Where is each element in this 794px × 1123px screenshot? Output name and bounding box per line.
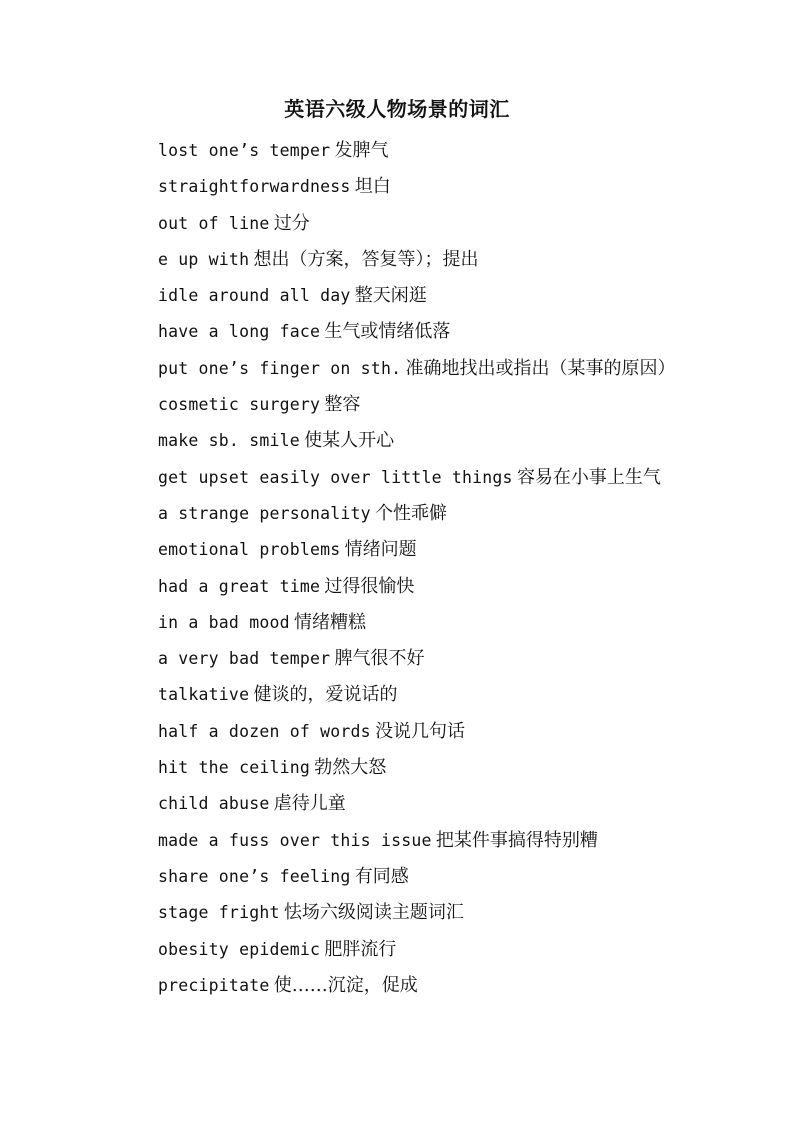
vocab-entry [158,392,758,428]
vocab-entry [158,646,758,682]
vocab-gloss: 过分 [273,212,310,234]
vocab-entry [158,574,758,610]
vocab-term: talkative [158,685,250,705]
vocab-term: have a long face [158,322,321,342]
vocab-entry [158,610,758,646]
vocab-term: cosmetic surgery [158,395,321,415]
vocab-gloss: 使……沉淀，促成 [273,974,418,996]
vocab-entry [158,828,758,864]
vocab-entry [158,428,758,464]
vocab-term: idle around all day [158,286,351,306]
vocab-term: emotional problems [158,540,341,560]
vocab-gloss: 坦白 [354,176,391,198]
vocab-gloss: 使某人开心 [304,430,395,452]
document-title: 英语六级人物场景的词汇 [284,97,510,121]
vocab-gloss: 个性乖僻 [375,502,448,524]
vocab-entry [158,682,758,718]
vocab-term: make sb. smile [158,431,300,451]
vocabulary-list [158,138,758,1009]
vocab-gloss: 健谈的，爱说话的 [253,684,398,706]
vocab-term: e up with [158,249,250,269]
vocab-entry [158,247,758,283]
vocab-gloss: 情绪糟糕 [294,611,366,633]
vocab-gloss: 准确地找出或指出（某事的原因） [405,357,676,379]
vocab-term: obesity epidemic [158,939,321,959]
vocab-entry [158,900,758,936]
vocab-gloss: 情绪问题 [344,539,417,561]
vocab-entry [158,501,758,537]
vocab-gloss: 容易在小事上生气 [516,466,661,488]
vocab-entry [158,755,758,791]
vocab-entry [158,973,758,1009]
vocab-gloss: 怯场六级阅读主题词汇 [283,902,464,924]
vocab-term: straightforwardness [158,177,351,197]
vocab-term: lost one’s temper [158,141,331,160]
vocab-entry [158,465,758,501]
vocab-term: a strange personality [158,503,371,523]
vocab-entry [158,864,758,900]
vocab-gloss: 有同感 [354,865,409,887]
vocab-gloss: 没说几句话 [375,720,466,742]
vocab-gloss: 发脾气 [334,140,389,161]
vocab-term: had a great time [158,576,321,596]
vocab-entry [158,537,758,573]
vocab-term: made a fuss over this issue [158,830,432,850]
vocab-term: a very bad temper [158,649,331,669]
vocab-entry [158,356,758,392]
vocab-entry [158,138,758,174]
vocab-term: out of line [158,213,270,233]
vocab-term: hit the ceiling [158,758,311,778]
vocab-entry [158,319,758,355]
vocab-gloss: 过得很愉快 [324,575,415,597]
vocab-term: precipitate [158,975,270,995]
vocab-term: child abuse [158,794,270,814]
vocab-term: in a bad mood [158,612,290,632]
vocab-entry [158,791,758,827]
vocab-gloss: 整容 [324,394,361,416]
vocab-gloss: 整天闲逛 [354,285,427,307]
vocab-term: stage fright [158,903,280,923]
vocab-gloss: 想出（方案，答复等）；提出 [253,248,479,270]
vocab-gloss: 勃然大怒 [314,757,387,779]
vocab-gloss: 把某件事搞得特别糟 [435,829,598,851]
vocab-gloss: 虐待儿童 [273,793,346,815]
vocab-gloss: 生气或情绪低落 [324,321,451,343]
vocab-entry [158,211,758,247]
vocab-entry [158,719,758,755]
vocab-gloss: 脾气很不好 [334,648,425,670]
vocab-gloss: 肥胖流行 [324,938,397,960]
vocab-entry [158,283,758,319]
vocab-term: share one’s feeling [158,866,351,886]
vocab-term: half a dozen of words [158,721,371,741]
vocab-term: put one’s finger on sth. [158,358,402,378]
vocab-entry [158,937,758,973]
vocab-entry [158,174,758,210]
vocab-term: get upset easily over little things [158,467,513,487]
